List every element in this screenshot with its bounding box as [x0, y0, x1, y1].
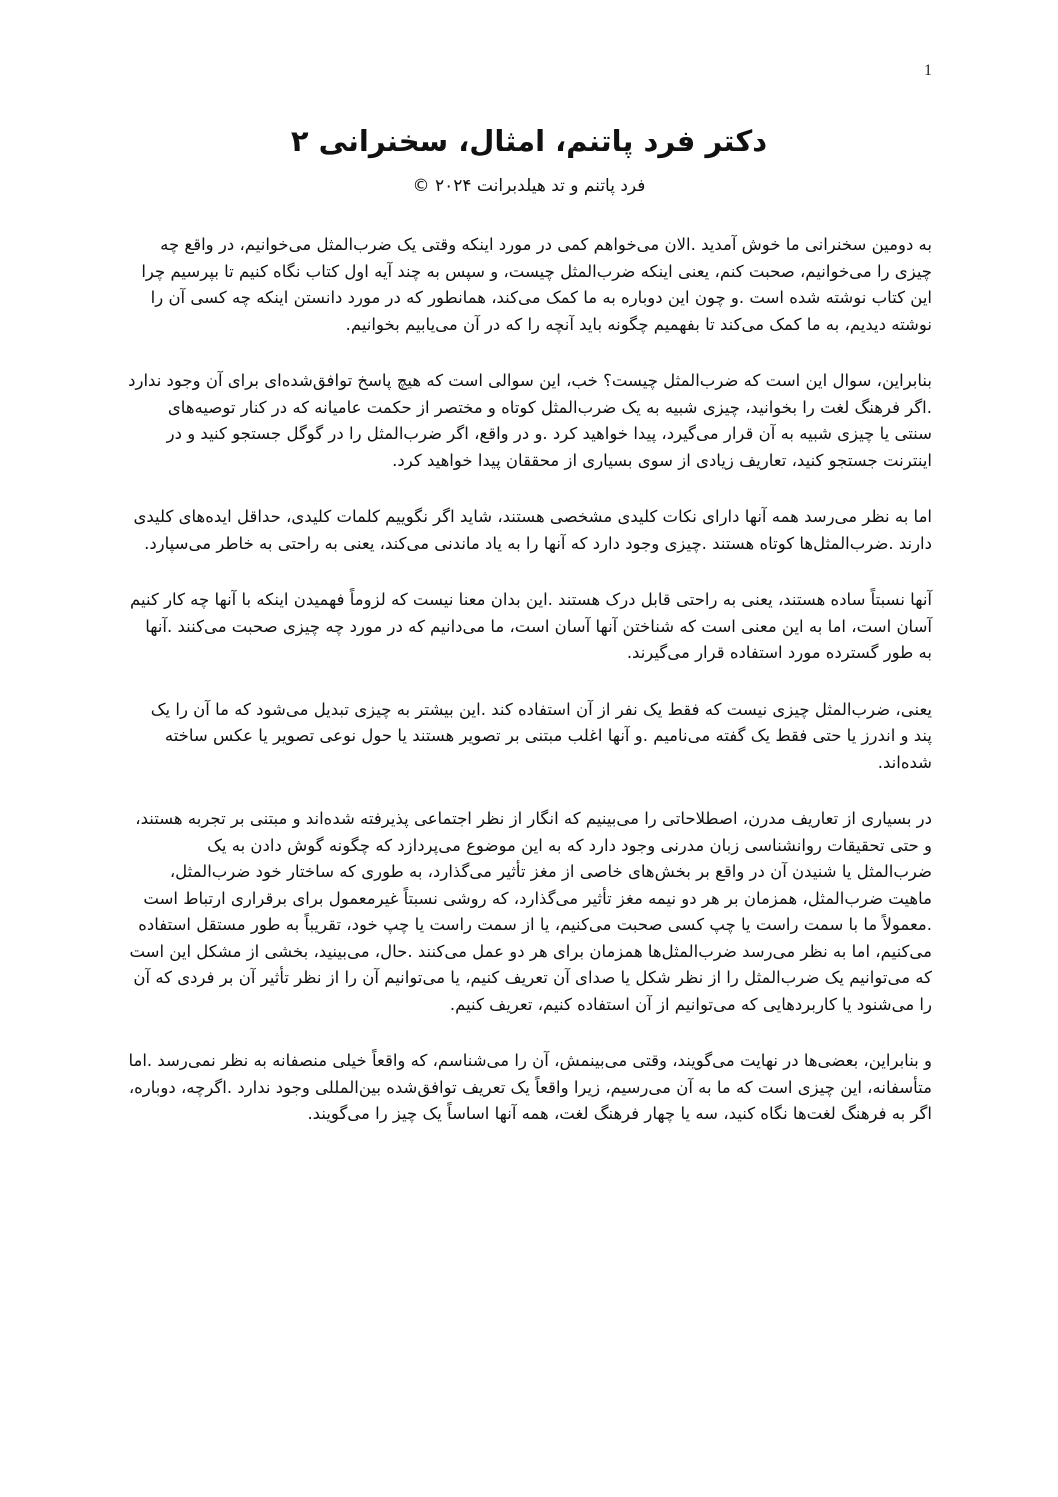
paragraph-3: اما به نظر می‌رسد همه آنها دارای نکات کلیدی مشخصی هستند، شاید اگر نگوییم کلمات کلیدی، حداقل ایده‌های کلیدی دارند .ضرب‌المثل‌ها کوتاه هستند .چیزی وجود دارد که آنها را به یاد ماندنی می‌کند، یعنی به راحتی به خاطر می‌سپارد. — [133, 507, 932, 553]
paragraph-1: به دومین سخنرانی ما خوش آمدید .الان می‌خواهم کمی در مورد اینکه وقتی یک ضرب‌المثل می‌خوانیم، در واقع چه چیزی را می‌خوانیم، صحبت کنم، یعنی اینکه ضرب‌المثل چیست، و سپس به چند آیه اول کتاب نگاه کنیم تا بپرسیم چرا این کتاب نوشته شده است .و چون این دوباره به ما کمک می‌کند، همانطور که در مورد دانستن اینکه چه کسی آن را نوشته دیدیم، به ما کمک می‌کند تا بفهمیم چگونه باید آنچه را که در آن می‌یابیم بخوانیم. — [141, 235, 932, 334]
paragraph-6: در بسیاری از تعاریف مدرن، اصطلاحاتی را می‌بینیم که انگار از نظر اجتماعی پذیرفته شده‌اند و مبتنی بر تجربه هستند، و حتی تحقیقات روانشناسی زبان مدرنی وجود دارد که به این موضوع می‌پردازد که چگونه گوش دادن به یک ضرب‌المثل یا شنیدن آن در واقع بر بخش‌های خاصی از مغز تأثیر می‌گذارد، به طوری که ساختار خود ضرب‌المثل، ماهیت ضرب‌المثل، همزمان بر هر دو نیمه مغز تأثیر می‌گذارد، که روشی نسبتاً غیرمعمول برای برقراری ارتباط است .معمولاً ما با سمت راست یا چپ کسی صحبت می‌کنیم، یا از سمت راست یا چپ خود، تقریباً به طور مستقل استفاده می‌کنیم، اما به نظر می‌رسد ضرب‌المثل‌ها همزمان برای هر دو عمل می‌کنند .حال، می‌بینید، بخشی از مشکل این است که می‌توانیم یک ضرب‌المثل را از نظر شکل یا صدای آن تعریف کنیم، یا می‌توانیم آن را از نظر تأثیر آن بر فردی که آن را می‌شنود یا کاربردهایی که می‌توانیم از آن استفاده کنیم، تعریف کنیم. — [129, 809, 932, 1014]
page-title: دکتر فرد پاتنم، امثال، سخنرانی ۲ — [290, 124, 768, 158]
page-subtitle: فرد پاتنم و تد هیلدبرانت ۲۰۲۴ © — [412, 176, 646, 196]
paragraph-5: یعنی، ضرب‌المثل چیزی نیست که فقط یک نفر از آن استفاده کند .این بیشتر به چیزی تبدیل می‌شود که ما آن را یک پند و اندرز یا حتی فقط یک گفته می‌نامیم .و آنها اغلب مبتنی بر تصویر هستند یا حول نوعی تصویر یا عکس ساخته شده‌اند. — [150, 699, 932, 772]
document-body — [128, 232, 932, 1158]
paragraph-2: بنابراین، سوال این است که ضرب‌المثل چیست؟ خب، این سوالی است که هیچ پاسخ توافق‌شده‌ای برای آن وجود ندارد .اگر فرهنگ لغت را بخوانید، چیزی شبیه به یک ضرب‌المثل کوتاه و مختصر از حکمت عامیانه که در کنار توصیه‌های سنتی یا چیزی شبیه به آن قرار می‌گیرد، پیدا خواهید کرد .و در واقع، اگر ضرب‌المثل را در گوگل جستجو کنید و در اینترنت جستجو کنید، تعاریف زیادی از سوی بسیاری از محققان پیدا خواهید کرد. — [128, 371, 932, 470]
paragraph-4: آنها نسبتاً ساده هستند، یعنی به راحتی قابل درک هستند .این بدان معنا نیست که لزوماً فهمیدن اینکه با آنها چه کار کنیم آسان است، اما به این معنی است که شناختن آنها آسان است، ما می‌دانیم که در مورد چه چیزی صحبت می‌کنند .آنها به طور گسترده مورد استفاده قرار می‌گیرند. — [130, 590, 932, 662]
page-number: 1 — [924, 62, 932, 79]
paragraph-7: و بنابراین، بعضی‌ها در نهایت می‌گویند، وقتی می‌بینمش، آن را می‌شناسم، که واقعاً خیلی منصفانه به نظر نمی‌رسد .اما متأسفانه، این چیزی است که ما به آن می‌رسیم، زیرا واقعاً یک تعریف توافق‌شده بین‌المللی وجود ندارد .اگرچه، دوباره، اگر به فرهنگ لغت‌ها نگاه کنید، سه یا چهار فرهنگ لغت، همه آنها اساساً یک چیز را می‌گویند. — [128, 1051, 932, 1123]
